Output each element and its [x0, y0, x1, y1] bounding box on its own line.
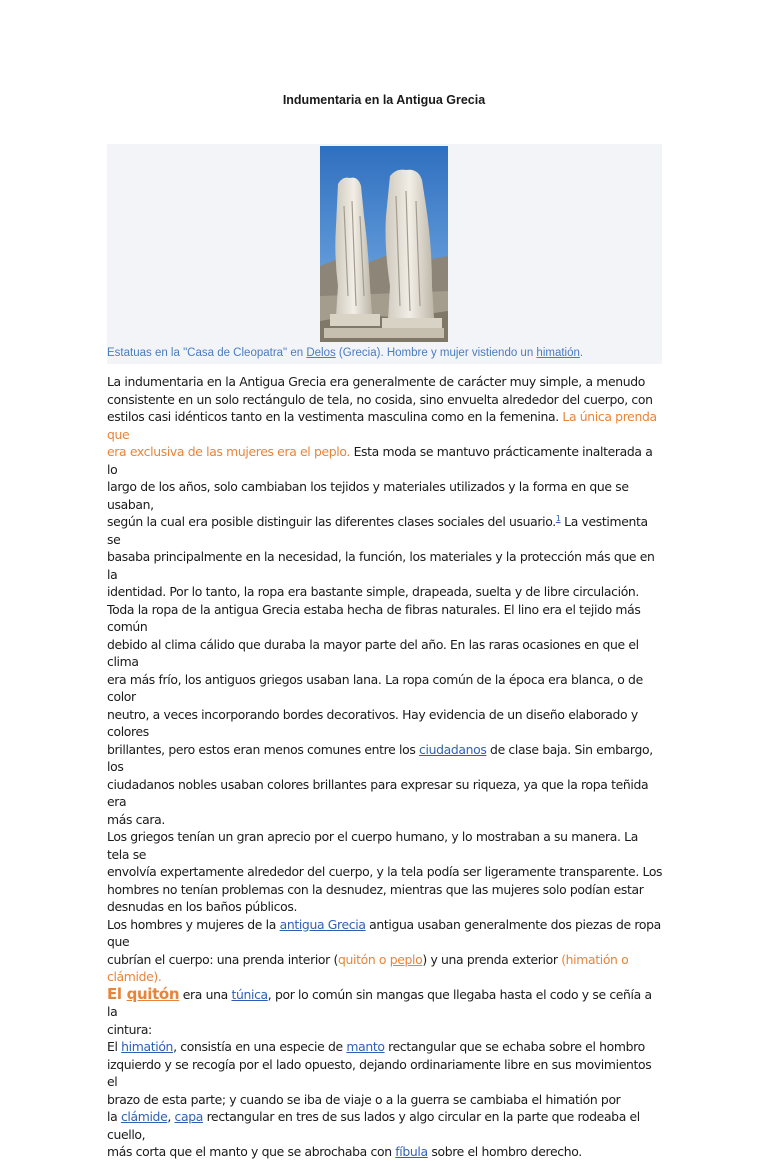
text: Los griegos tenían un gran aprecio por el cuerpo humano, y lo mostraban a su manera. La tela se: [107, 829, 638, 862]
statues-image: [320, 146, 448, 342]
peplo-link[interactable]: peplo: [389, 951, 423, 967]
highlight-text: clámide).: [107, 969, 162, 984]
highlight-text: (himatión o: [561, 951, 629, 967]
capa-link[interactable]: capa: [174, 1109, 203, 1124]
text: largo de los años, solo cambiaban los tejidos y materiales utilizados y la forma en que se usaban,: [107, 479, 629, 512]
article-body: [107, 373, 663, 1161]
text: era más frío, los antiguos griegos usaban lana. La ropa común de la época era blanca, o de color: [107, 671, 643, 704]
paragraph-garments: [107, 916, 663, 986]
highlight-text: quitón o: [337, 951, 390, 967]
text: según la cual era posible distinguir las diferentes clases sociales del usuario.: [107, 514, 556, 529]
text: antigua usaban generalmente dos piezas de ropa que: [107, 916, 661, 949]
highlight-text: El: [107, 984, 127, 1003]
text: cubrían el cuerpo: una prenda interior (: [107, 951, 338, 967]
quiton-link[interactable]: quitón: [126, 984, 180, 1003]
text: rectangular en tres de sus lados y algo circular en la parte que rodeaba el cuello,: [107, 1109, 640, 1142]
footnote-link[interactable]: 1: [555, 513, 561, 523]
text: identidad. Por lo tanto, la ropa era bastante simple, drapeada, suelta y de libre circulación.: [107, 584, 640, 599]
figure-caption: [107, 347, 662, 359]
text: más cara.: [107, 811, 165, 827]
text: consistente en un solo rectángulo de tela, no cosida, sino envuelta alrededor del cuerpo, con: [107, 391, 653, 407]
text: Toda la ropa de la antigua Grecia estaba hecha de fibras naturales. El lino era el tejido más común: [107, 601, 641, 634]
text: ciudadanos nobles usaban colores brillantes para expresar su riqueza, ya que la ropa teñida era: [107, 776, 649, 809]
text: estilos casi idénticos tanto en la vestimenta masculina como en la femenina.: [107, 409, 563, 424]
text: cintura:: [107, 1021, 152, 1037]
text: ) y una prenda exterior: [422, 951, 562, 967]
manto-link[interactable]: manto: [346, 1039, 385, 1054]
clamide-link[interactable]: clámide: [120, 1109, 168, 1124]
himation-link[interactable]: himatión: [536, 347, 580, 359]
highlight-text: La única prenda que: [107, 409, 657, 442]
delos-link[interactable]: Delos: [306, 347, 336, 359]
figure: [107, 144, 662, 364]
paragraph-intro: [107, 373, 663, 601]
text: debido al clima cálido que duraba la mayor parte del año. En las raras ocasiones en que el clima: [107, 636, 639, 669]
tunica-link[interactable]: túnica: [231, 986, 268, 1002]
fibula-link[interactable]: fíbula: [395, 1144, 428, 1159]
text: , consistía en una especie de: [173, 1039, 347, 1054]
paragraph-body: [107, 828, 663, 916]
text: era una: [179, 986, 232, 1002]
text: , por lo común sin mangas que llegaba hasta el codo y se ceñía a la: [107, 986, 652, 1019]
text: Los hombres y mujeres de la: [107, 916, 280, 932]
text: izquierdo y se recogía por el lado opuesto, dejando ordinariamente libre en sus movimientos el: [107, 1056, 652, 1089]
text: brillantes, pero estos eran menos comunes entre los: [107, 741, 420, 757]
text: El: [107, 1039, 122, 1054]
page-title: Indumentaria en la Antigua Grecia: [282, 93, 486, 107]
antigua-grecia-link[interactable]: antigua Grecia: [279, 916, 366, 932]
paragraph-quiton: [107, 986, 663, 1039]
text: brazo de esta parte; y cuando se iba de viaje o a la guerra se cambiaba el himatión por: [107, 1091, 621, 1107]
text: desnudas en los baños públicos.: [107, 899, 298, 914]
text: neutro, a veces incorporando bordes decorativos. Hay evidencia de un diseño elaborado y colores: [107, 706, 638, 739]
paragraph-himation: [107, 1038, 663, 1161]
himation-text-link[interactable]: himatión: [121, 1039, 174, 1054]
statues-photo: [320, 146, 448, 342]
text: sobre el hombro derecho.: [427, 1144, 582, 1159]
text: envolvía expertamente alrededor del cuerpo, y la tela podía ser ligeramente transparente. Los: [107, 864, 663, 879]
caption-text: .: [579, 347, 584, 359]
text: más corta que el manto y que se abrochaba con: [107, 1144, 396, 1159]
paragraph-fibers: [107, 601, 663, 829]
text: La indumentaria en la Antigua Grecia era generalmente de carácter muy simple, a menudo: [107, 374, 646, 389]
text: ,: [167, 1109, 175, 1124]
text: Esta moda se mantuvo prácticamente inalterada a lo: [107, 444, 653, 477]
caption-text: Estatuas en la "Casa de Cleopatra" en: [107, 347, 307, 359]
ciudadanos-link[interactable]: ciudadanos: [419, 741, 487, 757]
text: la: [107, 1109, 121, 1124]
text: rectangular que se echaba sobre el hombro: [384, 1039, 645, 1054]
text: La vestimenta se: [107, 514, 648, 547]
text: de clase baja. Sin embargo, los: [107, 741, 653, 774]
caption-text: (Grecia). Hombre y mujer vistiendo un: [335, 347, 537, 359]
highlight-text: era exclusiva de las mujeres era el peplo.: [107, 444, 350, 459]
text: basaba principalmente en la necesidad, la función, los materiales y la protección más que en la: [107, 549, 655, 582]
text: hombres no tenían problemas con la desnudez, mientras que las mujeres solo podían estar: [107, 881, 644, 897]
